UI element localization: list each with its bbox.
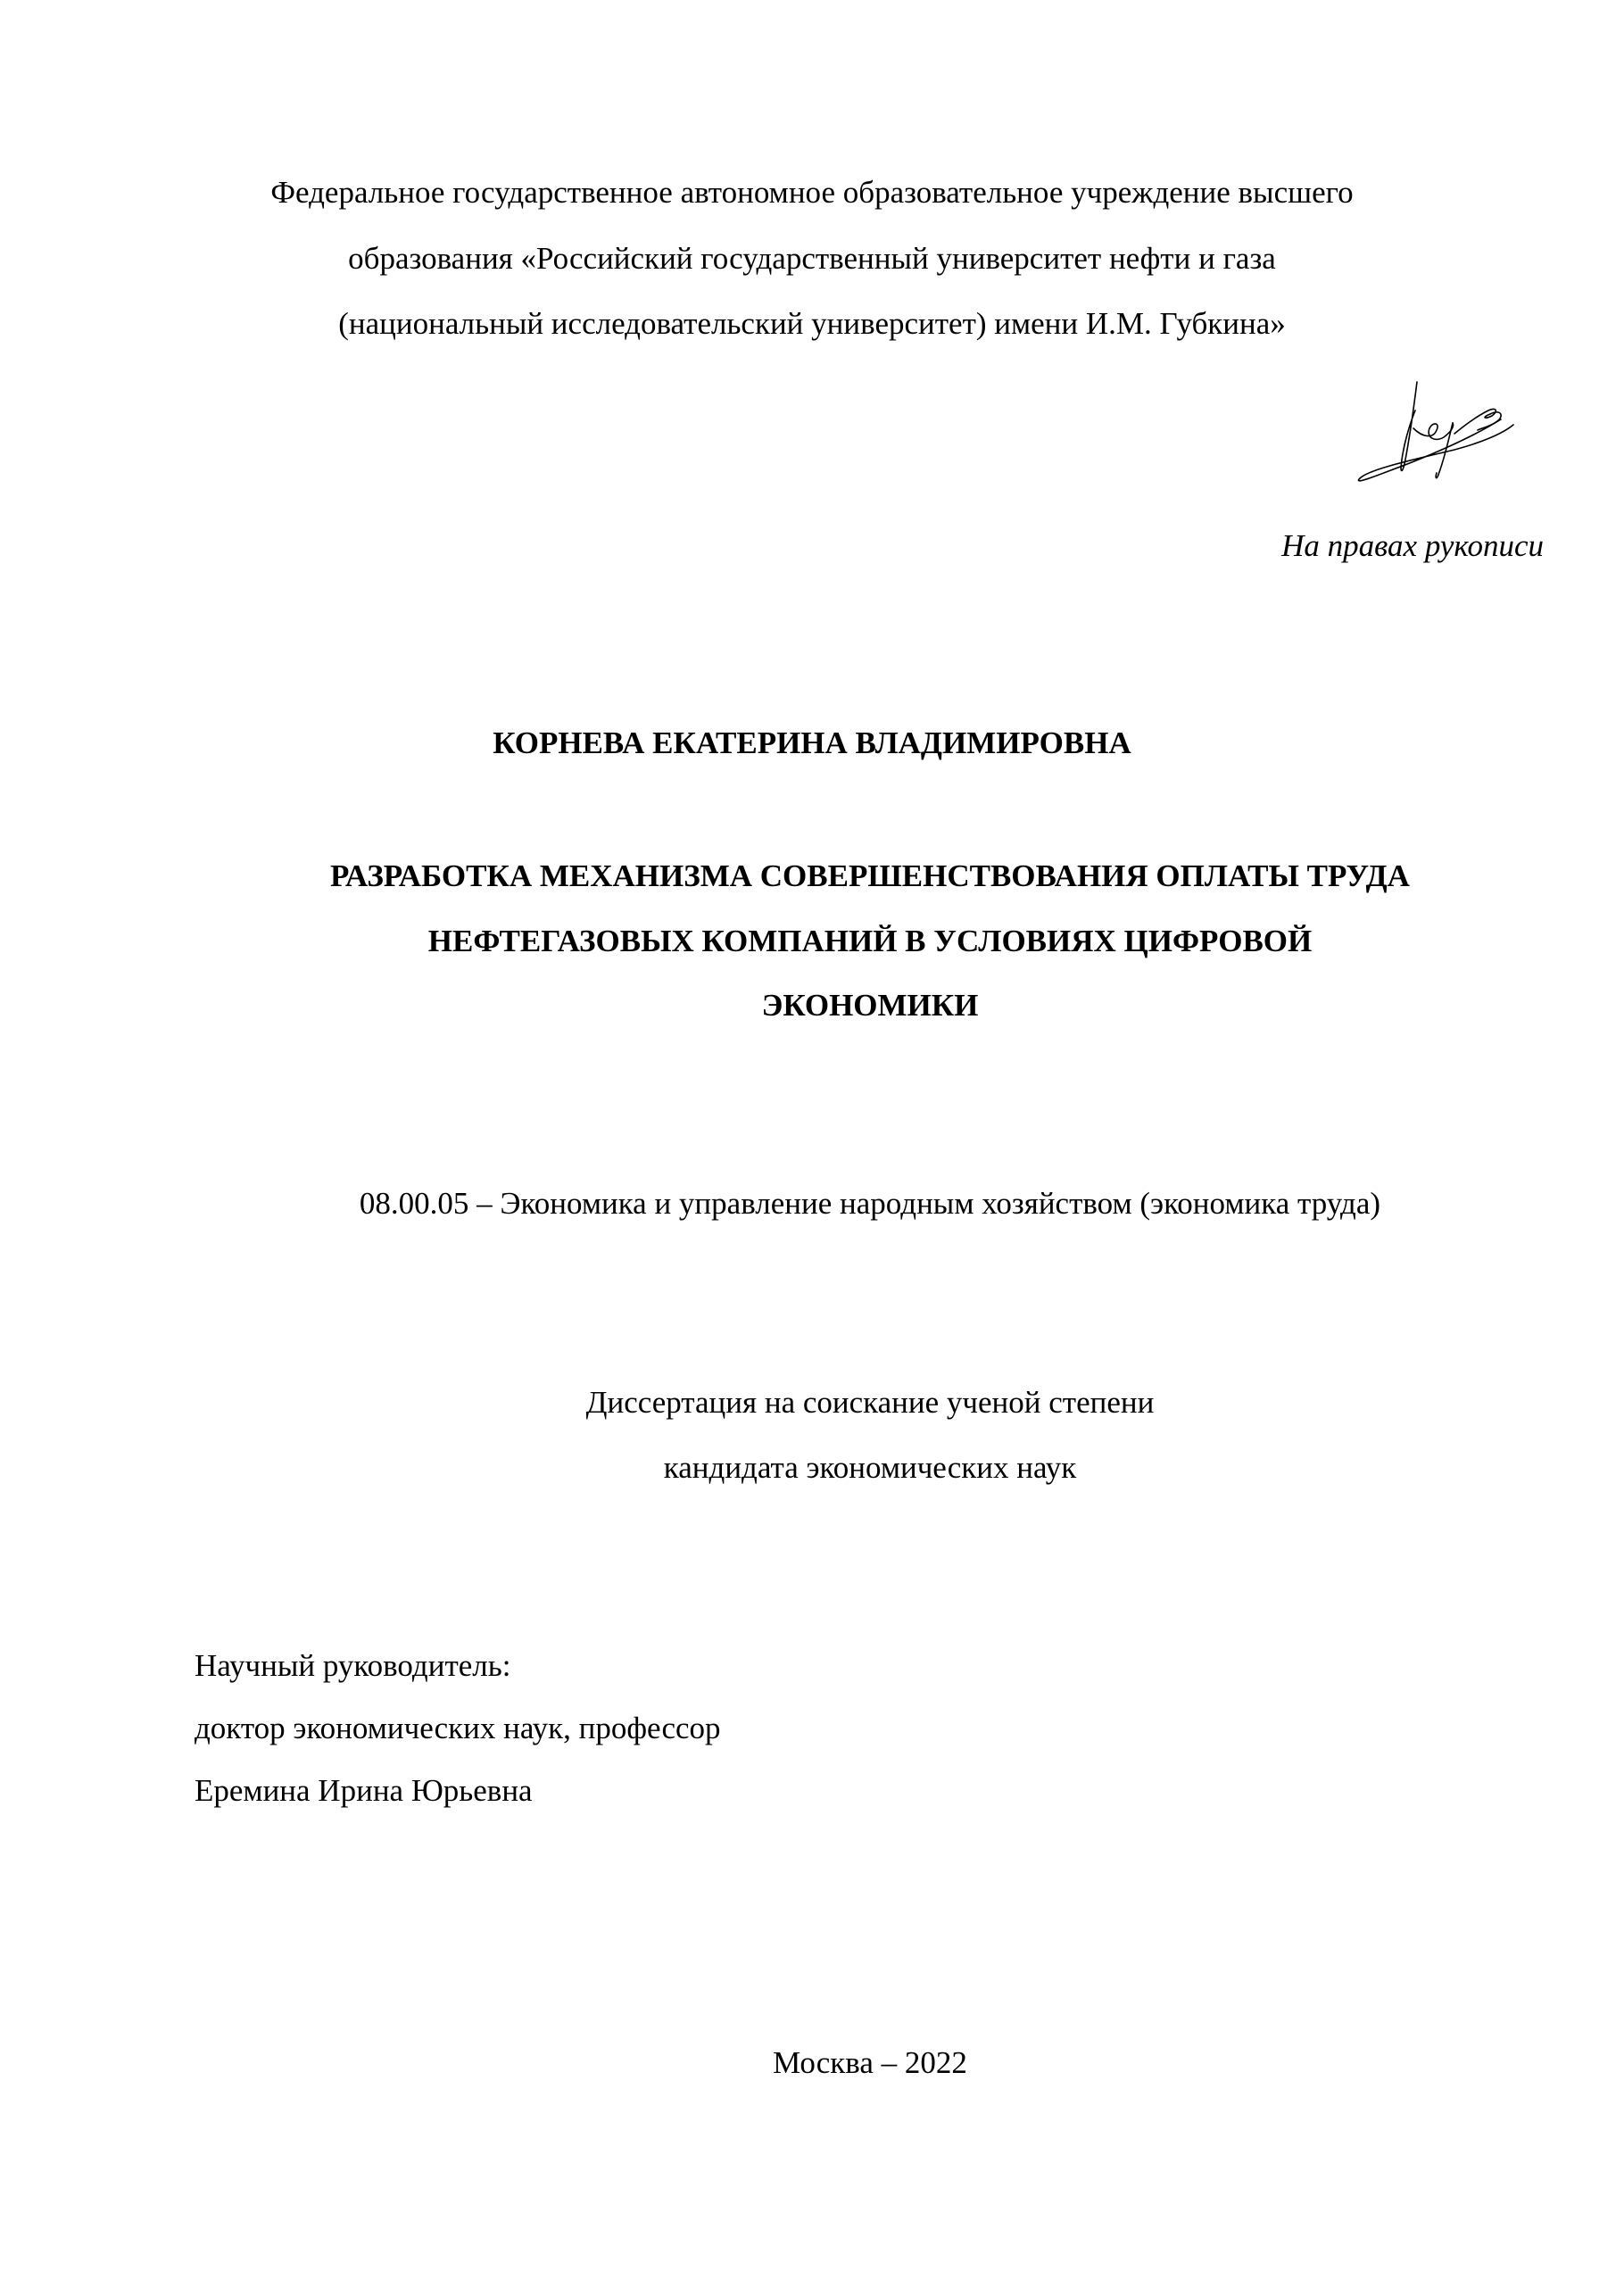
advisor-degree: доктор экономических наук, профессор bbox=[195, 1711, 721, 1745]
institution-line-2: образования «Российский государственный университет нефти и газа bbox=[348, 241, 1276, 276]
dissertation-title-line-3: ЭКОНОМИКИ bbox=[761, 988, 979, 1023]
institution-line-3: (национальный исследовательский университет) имени И.М. Губкина» bbox=[338, 306, 1286, 341]
dissertation-title-line-1: РАЗРАБОТКА МЕХАНИЗМА СОВЕРШЕНСТВОВАНИЯ ОПЛАТЫ ТРУДА bbox=[330, 858, 1410, 893]
advisor-name: Еремина Ирина Юрьевна bbox=[195, 1773, 533, 1808]
city-year: Москва – 2022 bbox=[773, 2045, 967, 2080]
author-name: КОРНЕВА ЕКАТЕРИНА ВЛАДИМИРОВНА bbox=[493, 725, 1131, 760]
dissertation-title-line-2: НЕФТЕГАЗОВЫХ КОМПАНИЙ В УСЛОВИЯХ ЦИФРОВОЙ bbox=[427, 924, 1313, 958]
degree-line-1: Диссертация на соискание ученой степени bbox=[585, 1385, 1155, 1420]
degree-line-2: кандидата экономических наук bbox=[663, 1450, 1077, 1485]
handwritten-signature bbox=[1347, 375, 1544, 509]
specialty-code: 08.00.05 – Экономика и управление народным хозяйством (экономика труда) bbox=[359, 1186, 1381, 1221]
institution-line-1: Федеральное государственное автономное образовательное учреждение высшего bbox=[270, 175, 1354, 210]
advisor-label: Научный руководитель: bbox=[195, 1648, 511, 1683]
manuscript-note: На правах рукописи bbox=[1281, 528, 1544, 563]
